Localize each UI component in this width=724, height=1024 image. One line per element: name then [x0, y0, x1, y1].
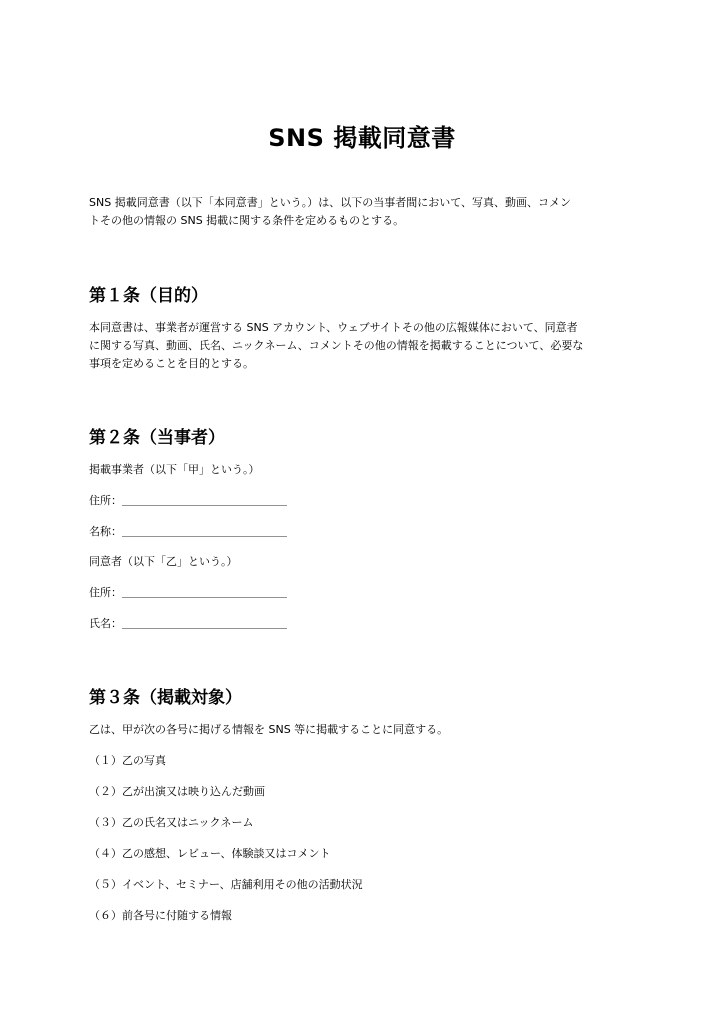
list-item: （２）乙が出演又は映り込んだ動画: [89, 785, 265, 798]
article3-lead: 乙は、甲が次の各号に掲げる情報を SNS 等に掲載することに同意する。: [89, 723, 449, 736]
article1-line: に関する写真、動画、氏名、ニックネーム、コメントその他の情報を掲載することについて、必要な: [89, 339, 584, 352]
article1-line: 事項を定めることを目的とする。: [89, 357, 254, 370]
article3-heading: 第３条（掲載対象）: [89, 688, 242, 708]
list-item: （５）イベント、セミナー、店舗利用その他の活動状況: [89, 878, 363, 891]
party-b-label: 同意者（以下「乙」という。）: [89, 555, 238, 568]
intro-line: トその他の情報の SNS 掲載に関する条件を定めるものとする。: [89, 214, 405, 227]
list-item: （４）乙の感想、レビュー、体験談又はコメント: [89, 847, 331, 860]
document-title: SNS 掲載同意書: [268, 124, 456, 152]
list-item: （３）乙の氏名又はニックネーム: [89, 816, 254, 829]
article2-heading: 第２条（当事者）: [89, 428, 225, 448]
party-a-address-field: 住所：＿＿＿＿＿＿＿＿＿＿＿＿＿＿＿: [89, 494, 287, 507]
list-item: （１）乙の写真: [89, 754, 166, 767]
intro-paragraph: [89, 194, 649, 230]
article1-body: [89, 319, 649, 373]
article1-heading: 第１条（目的）: [89, 286, 208, 306]
list-item: （６）前各号に付随する情報: [89, 909, 232, 922]
party-a-label: 掲載事業者（以下「甲」という。）: [89, 463, 260, 476]
article1-line: 本同意書は、事業者が運営する SNS アカウント、ウェブサイトその他の広報媒体において、同意者: [89, 321, 578, 334]
party-b-address-field: 住所：＿＿＿＿＿＿＿＿＿＿＿＿＿＿＿: [89, 586, 287, 599]
party-a-name-field: 名称：＿＿＿＿＿＿＿＿＿＿＿＿＿＿＿: [89, 525, 287, 538]
party-b-name-field: 氏名：＿＿＿＿＿＿＿＿＿＿＿＿＿＿＿: [89, 617, 287, 630]
intro-line: SNS 掲載同意書（以下「本同意書」という。）は、以下の当事者間において、写真、動画、コメン: [89, 196, 571, 209]
